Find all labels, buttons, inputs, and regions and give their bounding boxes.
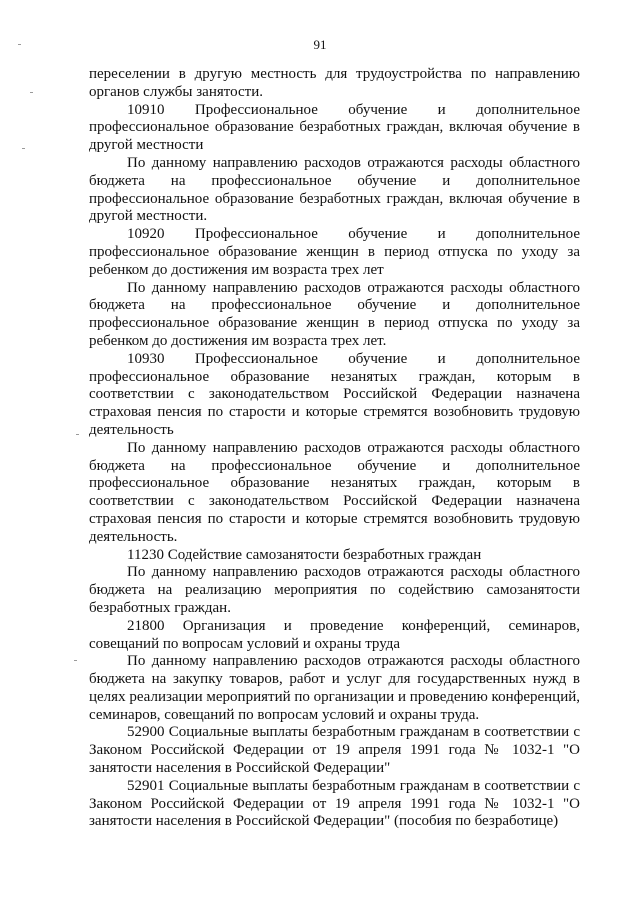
section-heading-10920: 10920 Профессиональное обучение и дополнительное профессиональное образование женщин в период отпуска по уходу за ребенком до достижения им возраста трех лет [89,226,580,278]
scan-margin-mark [76,434,79,435]
paragraph-10930-description: По данному направлению расходов отражаются расходы областного бюджета на профессиональное обучение и дополнительное профессиональное образование незанятых граждан, которым в соответствии с законодательством Российской Федерации назначена страховая пенсия по старости и которые стремятся возобновить трудовую деятельность. [89,439,580,545]
scan-margin-mark [30,92,33,93]
section-heading-10930: 10930 Профессиональное обучение и дополнительное профессиональное образование незанятых граждан, которым в соответствии с законодательством Российской Федерации назначена страховая пенсия по старости и которые стремятся возобновить трудовую деятельность [89,350,580,438]
scan-margin-mark [22,148,25,149]
document-body [89,66,580,831]
section-heading-52901: 52901 Социальные выплаты безработным гражданам в соответствии с Законом Российской Федерации от 19 апреля 1991 года № 1032-1 "О занятости населения в Российской Федерации" (пособия по безработице) [89,777,580,830]
paragraph-21800-description: По данному направлению расходов отражаются расходы областного бюджета на закупку товаров, работ и услуг для государственных нужд в целях реализации мероприятий по организации и проведению конференций, семинаров, совещаний по вопросам условий и охраны труда. [89,653,580,723]
paragraph-10920-description: По данному направлению расходов отражаются расходы областного бюджета на профессиональное обучение и дополнительное профессиональное образование женщин в период отпуска по уходу за ребенком до достижения им возраста трех лет. [89,279,580,349]
section-heading-52900: 52900 Социальные выплаты безработным гражданам в соответствии с Законом Российской Федерации от 19 апреля 1991 года № 1032-1 "О занятости населения в Российской Федерации" [89,724,580,777]
section-heading-11230: 11230 Содействие самозанятости безработных граждан [127,546,482,563]
section-heading-21800: 21800 Организация и проведение конференций, семинаров, совещаний по вопросам условий и охраны труда [89,617,580,652]
paragraph-continuation: переселении в другую местность для трудоустройства по направлению органов службы занятости. [89,66,580,100]
scan-margin-mark [74,660,77,661]
scan-margin-mark [18,44,21,45]
section-heading-10910: 10910 Профессиональное обучение и дополнительное профессиональное образование безработных граждан, включая обучение в другой местности [89,101,580,154]
paragraph-10910-description: По данному направлению расходов отражаются расходы областного бюджета на профессиональное обучение и дополнительное профессиональное образование безработных граждан, включая обучение в другой местности. [89,154,580,225]
page-number: 91 [313,37,327,52]
paragraph-11230-description: По данному направлению расходов отражаются расходы областного бюджета на реализацию мероприятия по содействию самозанятости безработных граждан. [89,564,580,616]
